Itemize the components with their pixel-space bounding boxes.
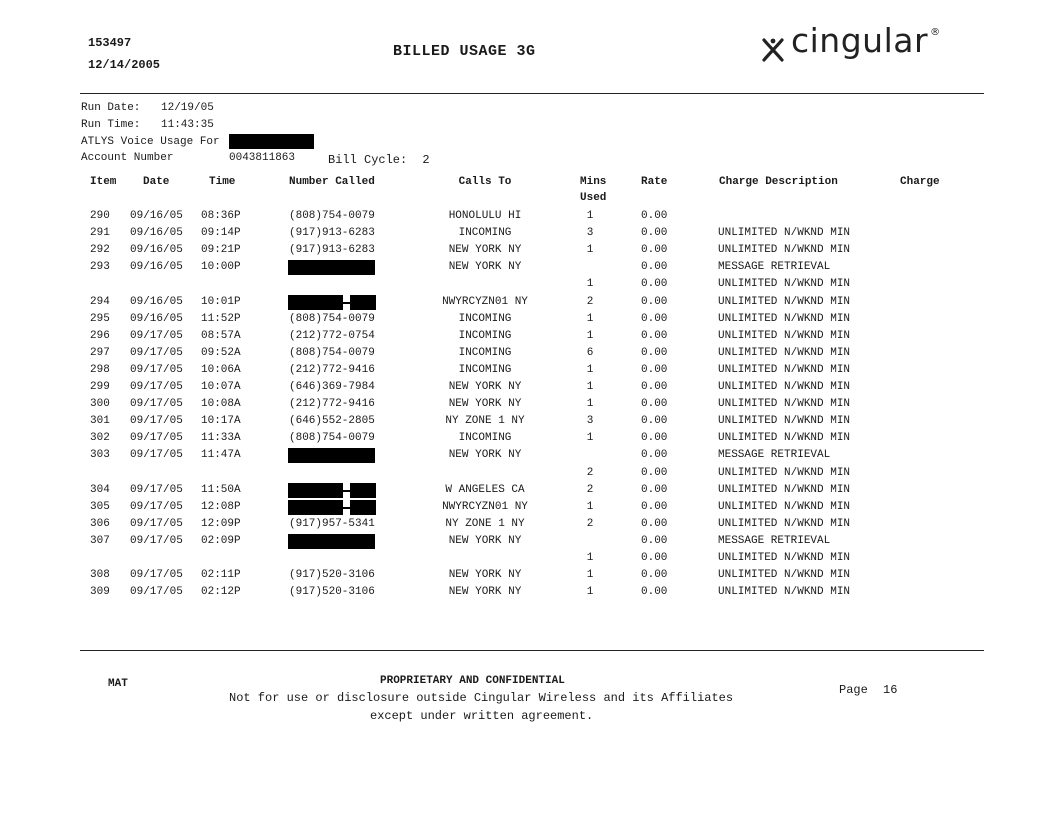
run-date-value: 12/19/05 — [161, 102, 214, 114]
cell-time: 12:09P — [201, 518, 241, 530]
redaction-dash — [343, 507, 350, 509]
cell-date: 09/17/05 — [130, 535, 183, 547]
footer-disclaimer-line2: except under written agreement. — [370, 709, 594, 723]
cell-calls-to: INCOMING — [458, 364, 512, 376]
cell-item: 303 — [90, 449, 110, 461]
cell-mins-used: 1 — [586, 313, 594, 325]
cell-number-called: (212)772-9416 — [289, 364, 375, 376]
cell-item: 305 — [90, 501, 110, 513]
col-header-date: Date — [143, 176, 170, 188]
cell-charge-description: UNLIMITED N/WKND MIN — [718, 313, 851, 325]
cell-number-called: (808)754-0079 — [289, 347, 375, 359]
redaction-bar — [288, 483, 343, 498]
cell-time: 09:52A — [201, 347, 241, 359]
cell-date: 09/16/05 — [130, 244, 183, 256]
footer-rule — [80, 650, 984, 651]
cell-calls-to: HONOLULU HI — [448, 210, 522, 222]
cell-charge-description: MESSAGE RETRIEVAL — [718, 535, 831, 547]
cingular-logo — [760, 21, 941, 63]
cell-mins-used: 1 — [586, 552, 594, 564]
cell-mins-used: 1 — [586, 569, 594, 581]
cell-calls-to: NEW YORK NY — [448, 586, 522, 598]
cell-number-called: (646)369-7984 — [289, 381, 375, 393]
cell-time: 11:50A — [201, 484, 241, 496]
cell-item: 293 — [90, 261, 110, 273]
col-header-calls-to: Calls To — [458, 176, 512, 188]
cell-charge-description: UNLIMITED N/WKND MIN — [718, 569, 851, 581]
cell-rate: 0.00 — [641, 415, 668, 427]
cell-rate: 0.00 — [641, 518, 668, 530]
cell-rate: 0.00 — [641, 432, 668, 444]
cell-mins-used: 6 — [586, 347, 594, 359]
cell-number-called: (808)754-0079 — [289, 210, 375, 222]
cell-time: 11:47A — [201, 449, 241, 461]
footer-title: PROPRIETARY AND CONFIDENTIAL — [380, 675, 565, 687]
cell-item: 296 — [90, 330, 110, 342]
registered-mark: ® — [930, 27, 941, 38]
cell-number-called: (808)754-0079 — [289, 432, 375, 444]
cell-number-called: (917)913-6283 — [289, 227, 375, 239]
cell-rate: 0.00 — [641, 313, 668, 325]
cell-number-called: (917)520-3106 — [289, 586, 375, 598]
cell-number-called: (808)754-0079 — [289, 313, 375, 325]
cell-rate: 0.00 — [641, 552, 668, 564]
cell-calls-to: NEW YORK NY — [448, 244, 522, 256]
cell-time: 10:17A — [201, 415, 241, 427]
redaction-dash — [343, 302, 350, 304]
redaction-bar — [288, 500, 343, 515]
cell-calls-to: NY ZONE 1 NY — [445, 518, 525, 530]
cell-mins-used: 1 — [586, 278, 594, 290]
cell-calls-to: NEW YORK NY — [448, 261, 522, 273]
cingular-x-icon — [760, 37, 786, 63]
cell-time: 10:08A — [201, 398, 241, 410]
cell-time: 10:07A — [201, 381, 241, 393]
cell-mins-used: 3 — [586, 415, 594, 427]
cell-calls-to: NEW YORK NY — [448, 535, 522, 547]
cell-date: 09/17/05 — [130, 586, 183, 598]
cell-item: 300 — [90, 398, 110, 410]
document-id: 153497 — [88, 36, 132, 50]
cell-mins-used: 1 — [586, 210, 594, 222]
cell-date: 09/17/05 — [130, 569, 183, 581]
cell-calls-to: NWYRCYZN01 NY — [442, 296, 528, 308]
cell-time: 11:33A — [201, 432, 241, 444]
redaction-bar — [350, 295, 376, 310]
page-label: Page — [839, 683, 868, 697]
cell-time: 02:12P — [201, 586, 241, 598]
redaction-bar — [288, 295, 343, 310]
page-number-value: 16 — [883, 683, 898, 697]
cell-number-called: (917)957-5341 — [289, 518, 375, 530]
usage-for-line — [81, 136, 220, 148]
cell-date: 09/17/05 — [130, 364, 183, 376]
document-date: 12/14/2005 — [88, 58, 161, 72]
cell-mins-used: 1 — [586, 398, 594, 410]
cell-rate: 0.00 — [641, 449, 668, 461]
cell-date: 09/17/05 — [130, 330, 183, 342]
cell-rate: 0.00 — [641, 535, 668, 547]
cell-charge-description: UNLIMITED N/WKND MIN — [718, 518, 851, 530]
col-header-charge: Charge — [900, 176, 940, 188]
cell-calls-to: NEW YORK NY — [448, 398, 522, 410]
cell-date: 09/17/05 — [130, 518, 183, 530]
cell-rate: 0.00 — [641, 398, 668, 410]
cell-charge-description: UNLIMITED N/WKND MIN — [718, 278, 851, 290]
cell-rate: 0.00 — [641, 501, 668, 513]
col-header-used: Used — [580, 192, 607, 204]
cell-charge-description: UNLIMITED N/WKND MIN — [718, 364, 851, 376]
cell-rate: 0.00 — [641, 467, 668, 479]
cell-date: 09/16/05 — [130, 261, 183, 273]
redaction-bar — [350, 483, 376, 498]
cell-rate: 0.00 — [641, 586, 668, 598]
logo-wordmark: cingular — [791, 21, 929, 60]
cell-charge-description: UNLIMITED N/WKND MIN — [718, 415, 851, 427]
cell-rate: 0.00 — [641, 364, 668, 376]
cell-charge-description: UNLIMITED N/WKND MIN — [718, 586, 851, 598]
cell-calls-to: NEW YORK NY — [448, 569, 522, 581]
cell-charge-description: MESSAGE RETRIEVAL — [718, 449, 831, 461]
cell-mins-used: 2 — [586, 484, 594, 496]
cell-calls-to: NEW YORK NY — [448, 449, 522, 461]
cell-item: 301 — [90, 415, 110, 427]
cell-date: 09/17/05 — [130, 381, 183, 393]
cell-time: 12:08P — [201, 501, 241, 513]
cell-rate: 0.00 — [641, 330, 668, 342]
cell-calls-to: W ANGELES CA — [445, 484, 525, 496]
cell-time: 10:00P — [201, 261, 241, 273]
cell-charge-description: UNLIMITED N/WKND MIN — [718, 484, 851, 496]
cell-mins-used: 1 — [586, 586, 594, 598]
cell-rate: 0.00 — [641, 261, 668, 273]
bill-cycle — [328, 153, 430, 167]
cell-item: 292 — [90, 244, 110, 256]
cell-date: 09/17/05 — [130, 449, 183, 461]
cell-charge-description: UNLIMITED N/WKND MIN — [718, 330, 851, 342]
cell-date: 09/17/05 — [130, 484, 183, 496]
cell-charge-description: UNLIMITED N/WKND MIN — [718, 467, 851, 479]
cell-item: 306 — [90, 518, 110, 530]
cell-mins-used: 2 — [586, 296, 594, 308]
cell-charge-description: UNLIMITED N/WKND MIN — [718, 552, 851, 564]
bill-cycle-label: Bill Cycle: — [328, 153, 408, 167]
cell-item: 302 — [90, 432, 110, 444]
cell-time: 02:11P — [201, 569, 241, 581]
cell-rate: 0.00 — [641, 296, 668, 308]
cell-item: 290 — [90, 210, 110, 222]
run-date-line — [81, 102, 214, 114]
cell-date: 09/17/05 — [130, 432, 183, 444]
redaction-bar — [288, 260, 375, 275]
cell-item: 308 — [90, 569, 110, 581]
account-number-value: 0043811863 — [229, 152, 296, 164]
cell-charge-description: UNLIMITED N/WKND MIN — [718, 244, 851, 256]
cell-date: 09/17/05 — [130, 398, 183, 410]
cell-charge-description: MESSAGE RETRIEVAL — [718, 261, 831, 273]
cell-time: 10:06A — [201, 364, 241, 376]
redaction-bar — [229, 134, 314, 149]
cell-time: 09:21P — [201, 244, 241, 256]
cell-number-called: (917)913-6283 — [289, 244, 375, 256]
cell-calls-to: INCOMING — [458, 432, 512, 444]
header-rule — [80, 93, 984, 94]
cell-time: 10:01P — [201, 296, 241, 308]
cell-mins-used: 1 — [586, 364, 594, 376]
cell-mins-used: 3 — [586, 227, 594, 239]
col-header-item: Item — [90, 176, 117, 188]
cell-time: 08:57A — [201, 330, 241, 342]
col-header-time: Time — [209, 176, 236, 188]
cell-time: 11:52P — [201, 313, 241, 325]
cell-charge-description: UNLIMITED N/WKND MIN — [718, 296, 851, 308]
cell-charge-description: UNLIMITED N/WKND MIN — [718, 347, 851, 359]
page-title: BILLED USAGE 3G — [393, 43, 536, 60]
cell-rate: 0.00 — [641, 210, 668, 222]
redaction-bar — [288, 448, 375, 463]
cell-rate: 0.00 — [641, 484, 668, 496]
cell-number-called: (212)772-0754 — [289, 330, 375, 342]
cell-mins-used: 2 — [586, 467, 594, 479]
cell-date: 09/17/05 — [130, 415, 183, 427]
cell-mins-used: 1 — [586, 381, 594, 393]
footer-disclaimer-line1: Not for use or disclosure outside Cingular Wireless and its Affiliates — [229, 691, 734, 705]
cell-date: 09/16/05 — [130, 313, 183, 325]
account-number-label: Account Number — [81, 152, 174, 164]
cell-rate: 0.00 — [641, 569, 668, 581]
col-header-charge-description: Charge Description — [719, 176, 838, 188]
redaction-dash — [343, 490, 350, 492]
run-date-label: Run Date: — [81, 102, 141, 114]
cell-calls-to: INCOMING — [458, 330, 512, 342]
page-number — [839, 683, 897, 697]
cell-time: 02:09P — [201, 535, 241, 547]
usage-for-label: ATLYS Voice Usage For — [81, 136, 220, 148]
cell-calls-to: NWYRCYZN01 NY — [442, 501, 528, 513]
cell-rate: 0.00 — [641, 347, 668, 359]
cell-number-called: (212)772-9416 — [289, 398, 375, 410]
cell-charge-description: UNLIMITED N/WKND MIN — [718, 432, 851, 444]
cell-item: 309 — [90, 586, 110, 598]
cell-rate: 0.00 — [641, 227, 668, 239]
cell-calls-to: NY ZONE 1 NY — [445, 415, 525, 427]
cell-mins-used: 1 — [586, 432, 594, 444]
cell-item: 291 — [90, 227, 110, 239]
cell-charge-description: UNLIMITED N/WKND MIN — [718, 398, 851, 410]
cell-item: 304 — [90, 484, 110, 496]
cell-charge-description: UNLIMITED N/WKND MIN — [718, 381, 851, 393]
cell-date: 09/16/05 — [130, 210, 183, 222]
col-header-number-called: Number Called — [289, 176, 375, 188]
cell-item: 299 — [90, 381, 110, 393]
cell-time: 09:14P — [201, 227, 241, 239]
cell-item: 307 — [90, 535, 110, 547]
footer-initials: MAT — [108, 678, 128, 690]
cell-item: 298 — [90, 364, 110, 376]
cell-time: 08:36P — [201, 210, 241, 222]
cell-item: 295 — [90, 313, 110, 325]
cell-number-called: (646)552-2805 — [289, 415, 375, 427]
account-line — [81, 152, 173, 164]
cell-mins-used: 1 — [586, 330, 594, 342]
cell-item: 297 — [90, 347, 110, 359]
col-header-rate: Rate — [641, 176, 668, 188]
cell-calls-to: INCOMING — [458, 313, 512, 325]
cell-date: 09/16/05 — [130, 296, 183, 308]
cell-charge-description: UNLIMITED N/WKND MIN — [718, 227, 851, 239]
cell-number-called: (917)520-3106 — [289, 569, 375, 581]
cell-date: 09/16/05 — [130, 227, 183, 239]
cell-mins-used: 1 — [586, 501, 594, 513]
cell-charge-description: UNLIMITED N/WKND MIN — [718, 501, 851, 513]
cell-calls-to: NEW YORK NY — [448, 381, 522, 393]
cell-mins-used: 2 — [586, 518, 594, 530]
cell-mins-used: 1 — [586, 244, 594, 256]
run-time-line — [81, 119, 214, 131]
cell-item: 294 — [90, 296, 110, 308]
bill-cycle-value: 2 — [422, 153, 430, 167]
cell-date: 09/17/05 — [130, 347, 183, 359]
col-header-mins: Mins — [580, 176, 607, 188]
run-time-label: Run Time: — [81, 119, 141, 131]
cell-calls-to: INCOMING — [458, 347, 512, 359]
redaction-bar — [288, 534, 375, 549]
cell-date: 09/17/05 — [130, 501, 183, 513]
cell-calls-to: INCOMING — [458, 227, 512, 239]
run-time-value: 11:43:35 — [161, 119, 214, 131]
cell-rate: 0.00 — [641, 244, 668, 256]
cell-rate: 0.00 — [641, 381, 668, 393]
cell-rate: 0.00 — [641, 278, 668, 290]
redaction-bar — [350, 500, 376, 515]
